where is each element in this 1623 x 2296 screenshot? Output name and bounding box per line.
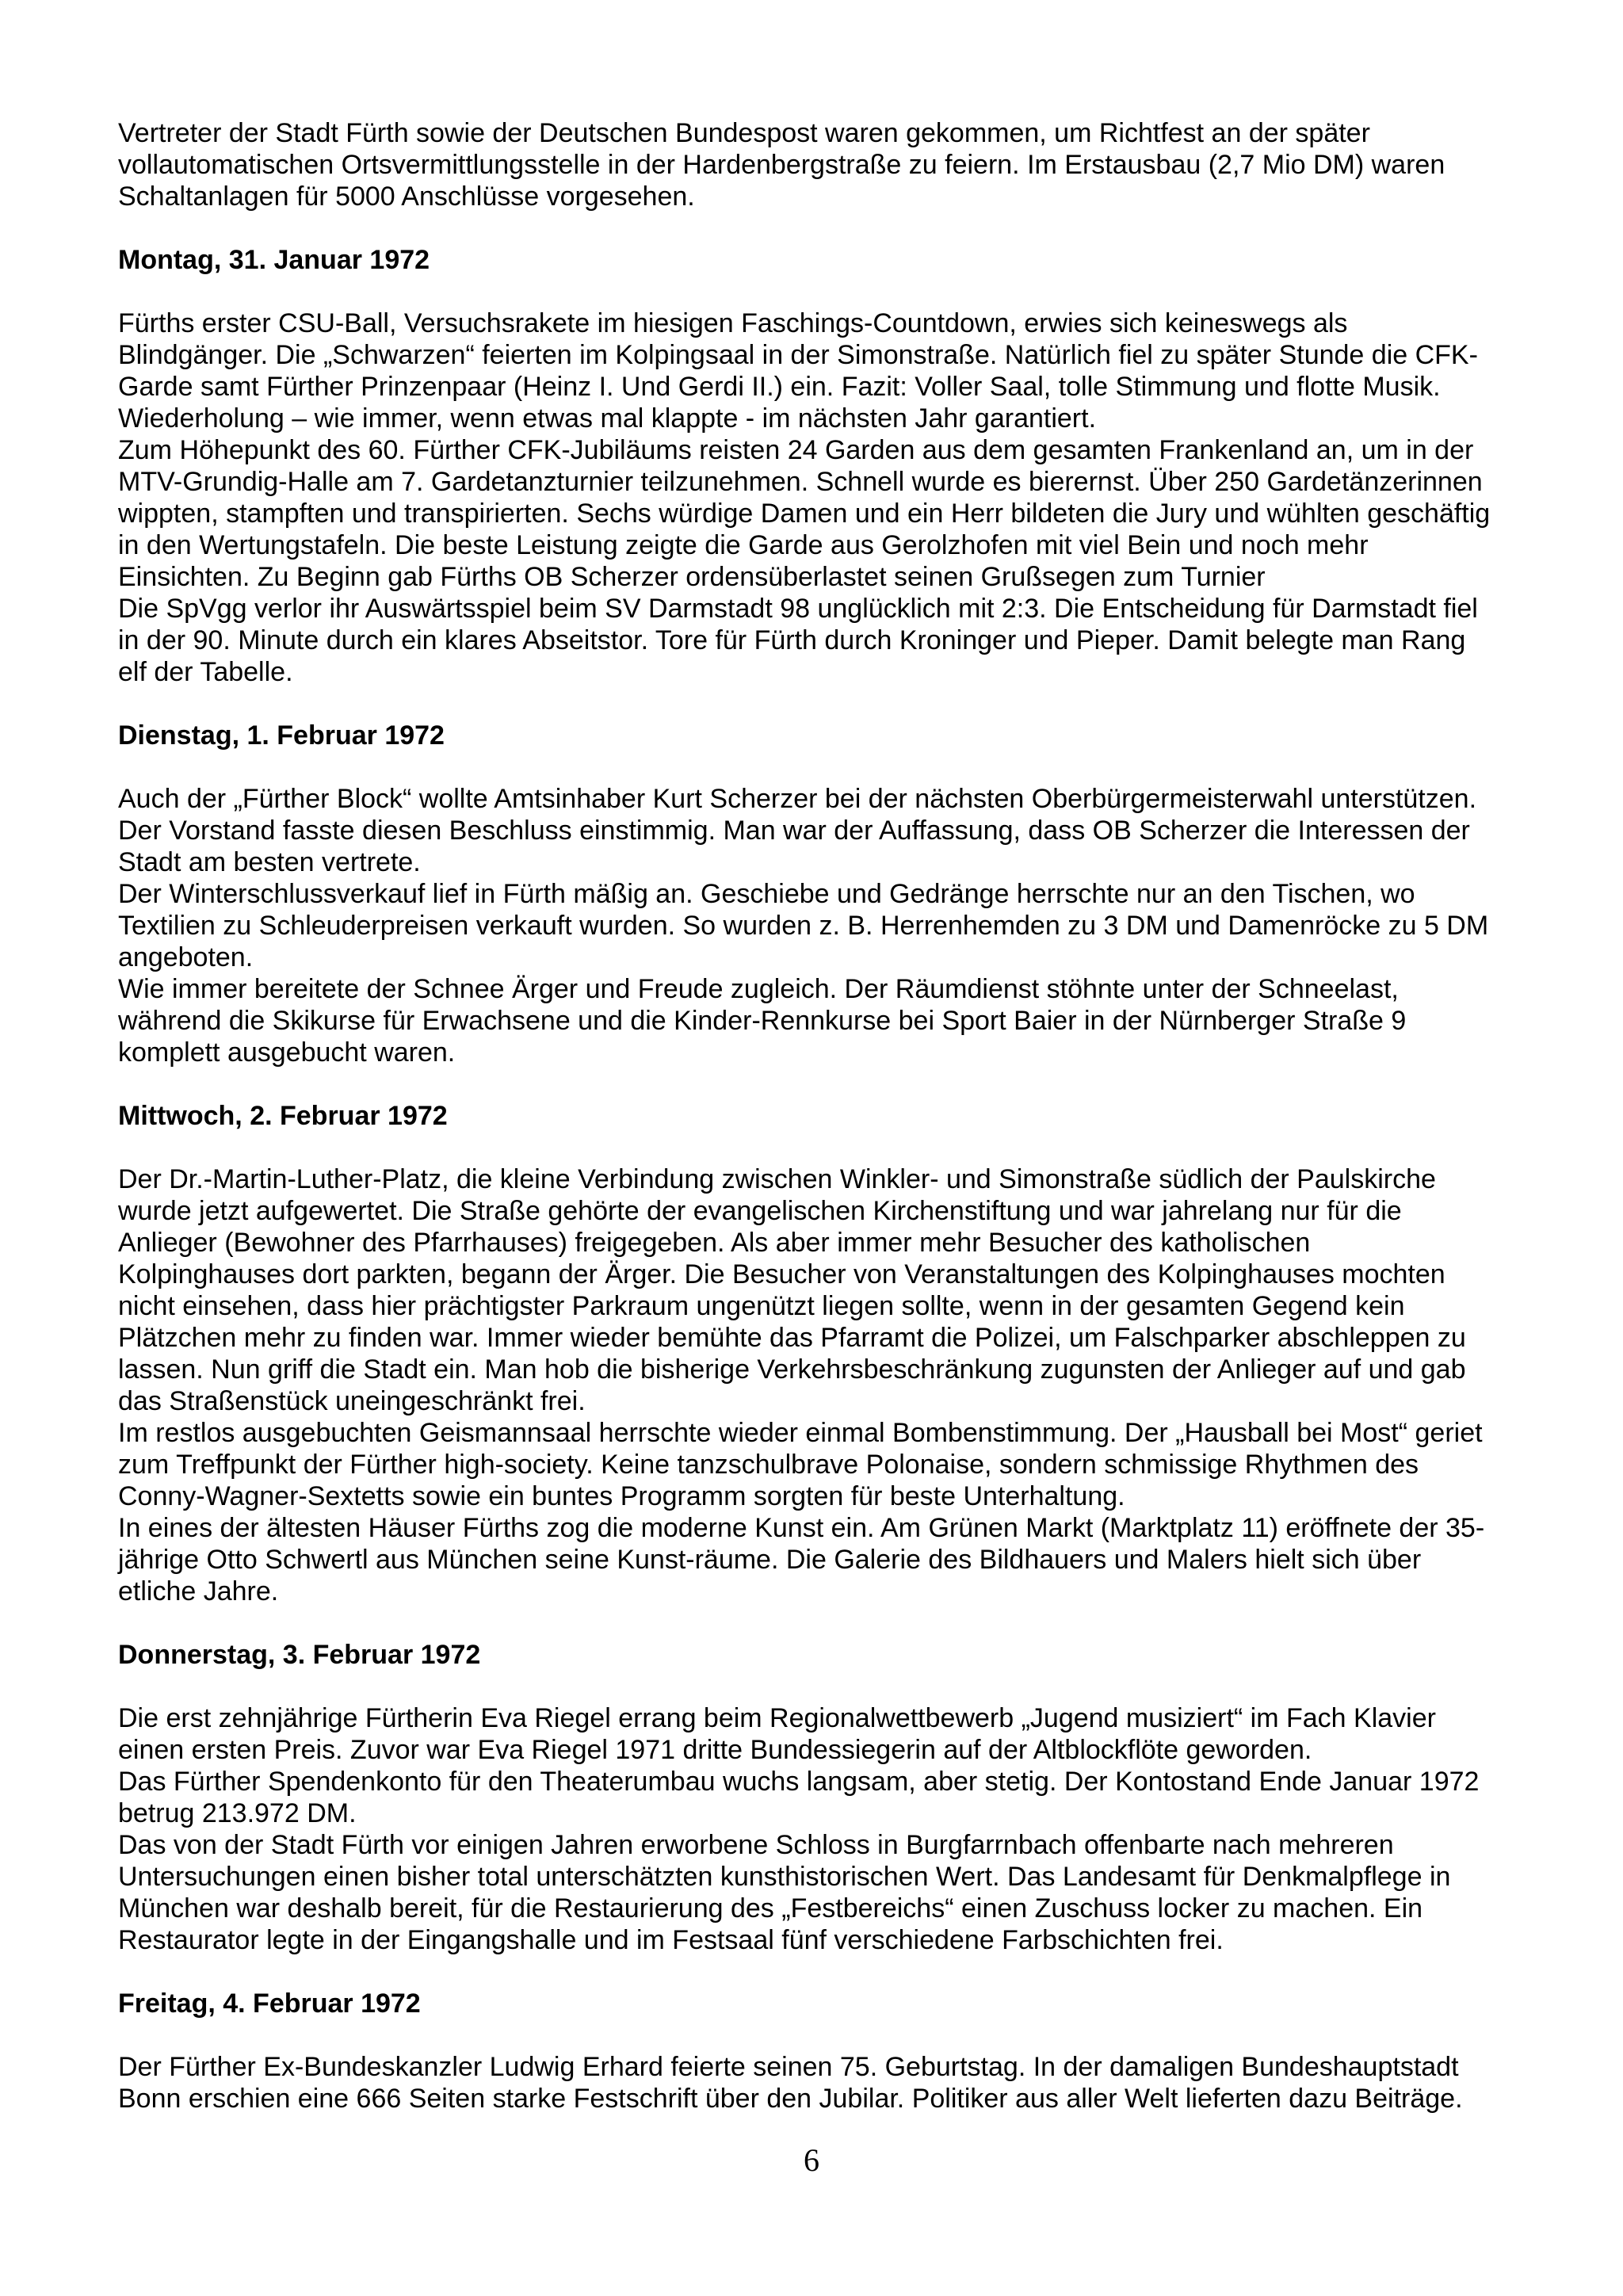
text-line: Vertreter der Stadt Fürth sowie der Deutschen Bundespost waren gekommen, um Richtfest an der später	[118, 118, 1370, 148]
date-heading: Freitag, 4. Februar 1972	[118, 1988, 421, 2019]
text-line: Zum Höhepunkt des 60. Fürther CFK-Jubiläums reisten 24 Garden aus dem gesamten Frankenland an, um in der	[118, 435, 1474, 465]
diary-entry	[118, 1100, 1545, 1607]
text-line: Kolpinghauses dort parkten, begann der Ärger. Die Besucher von Veranstaltungen des Kolpinghauses mochten	[118, 1259, 1445, 1289]
text-line: zum Treffpunkt der Fürther high-society. Keine tanzschulbrave Polonaise, sondern schmissige Rhythmen des	[118, 1450, 1419, 1480]
text-line: Wiederholung – wie immer, wenn etwas mal klappte - im nächsten Jahr garantiert.	[118, 403, 1097, 434]
text-line: München war deshalb bereit, für die Restaurierung des „Festbereichs“ einen Zuschuss locker zu machen. Ein	[118, 1893, 1423, 1924]
text-line: Blindgänger. Die „Schwarzen“ feierten im Kolpingsaal in der Simonstraße. Natürlich fiel zu später Stunde die CFK-	[118, 340, 1478, 370]
text-line: komplett ausgebucht waren.	[118, 1037, 456, 1068]
text-line: angeboten.	[118, 942, 254, 972]
text-line: wurde jetzt aufgewertet. Die Straße gehörte der evangelischen Kirchenstiftung und war jahrelang nur für die	[118, 1196, 1402, 1226]
text-line: In eines der ältesten Häuser Fürths zog die moderne Kunst ein. Am Grünen Markt (Marktplatz 11) eröffnete der 35-	[118, 1513, 1485, 1543]
text-line: jährige Otto Schwertl aus München seine Kunst-räume. Die Galerie des Bildhauers und Malers hielt sich über	[118, 1545, 1422, 1575]
text-line: Das Fürther Spendenkonto für den Theaterumbau wuchs langsam, aber stetig. Der Kontostand Ende Januar 1972	[118, 1767, 1480, 1797]
text-line: Bonn erschien eine 666 Seiten starke Festschrift über den Jubilar. Politiker aus aller Welt lieferten dazu Beiträge.	[118, 2084, 1463, 2114]
page-number: 6	[804, 2142, 819, 2178]
text-line: elf der Tabelle.	[118, 657, 293, 687]
document-body	[118, 117, 1545, 2115]
text-line: Die erst zehnjährige Fürtherin Eva Riegel errang beim Regionalwettbewerb „Jugend musiziert“ im Fach Klavier	[118, 1703, 1436, 1733]
text-line: Einsichten. Zu Beginn gab Fürths OB Scherzer ordensüberlastet seinen Grußsegen zum Turnier	[118, 562, 1266, 592]
date-heading: Dienstag, 1. Februar 1972	[118, 720, 445, 751]
text-line: Der Winterschlussverkauf lief in Fürth mäßig an. Geschiebe und Gedränge herrschte nur an den Tischen, wo	[118, 879, 1415, 909]
text-line: Auch der „Fürther Block“ wollte Amtsinhaber Kurt Scherzer bei der nächsten Oberbürgermeisterwahl unterstützen.	[118, 784, 1477, 814]
date-heading: Montag, 31. Januar 1972	[118, 245, 430, 275]
text-line: etliche Jahre.	[118, 1576, 279, 1606]
text-line: in der 90. Minute durch ein klares Abseitstor. Tore für Fürth durch Kroninger und Pieper. Damit belegte man Rang	[118, 625, 1466, 655]
diary-entry	[118, 720, 1545, 1068]
text-line: in den Wertungstafeln. Die beste Leistung zeigte die Garde aus Gerolzhofen mit viel Bein und noch mehr	[118, 530, 1369, 560]
text-line: Untersuchungen einen bisher total unterschätzten kunsthistorischen Wert. Das Landesamt für Denkmalpflege in	[118, 1862, 1451, 1892]
text-line: Im restlos ausgebuchten Geismannsaal herrschte wieder einmal Bombenstimmung. Der „Hausball bei Most“ geriet	[118, 1418, 1483, 1448]
date-heading: Mittwoch, 2. Februar 1972	[118, 1101, 448, 1131]
text-line: das Straßenstück uneingeschränkt frei.	[118, 1386, 586, 1416]
text-line: einen ersten Preis. Zuvor war Eva Riegel 1971 dritte Bundessiegerin auf der Altblockflöte geworden.	[118, 1735, 1312, 1765]
text-line: Das von der Stadt Fürth vor einigen Jahren erworbene Schloss in Burgfarrnbach offenbarte nach mehreren	[118, 1830, 1394, 1860]
text-line: Schaltanlagen für 5000 Anschlüsse vorgesehen.	[118, 181, 695, 212]
text-line: während die Skikurse für Erwachsene und die Kinder-Rennkurse bei Sport Baier in der Nürnberger Straße 9	[118, 1006, 1407, 1036]
text-line: wippten, stampften und transpirierten. Sechs würdige Damen und ein Herr bildeten die Jury und wühlten geschäftig	[118, 499, 1491, 529]
text-line: lassen. Nun griff die Stadt ein. Man hob die bisherige Verkehrsbeschränkung zugunsten der Anlieger auf und gab	[118, 1354, 1466, 1385]
text-line: MTV-Grundig-Halle am 7. Gardetanzturnier teilzunehmen. Schnell wurde es bierernst. Über 250 Gardetänzerinnen	[118, 467, 1483, 497]
text-line: Textilien zu Schleuderpreisen verkauft wurden. So wurden z. B. Herrenhemden zu 3 DM und Damenröcke zu 5 DM	[118, 911, 1489, 941]
text-line: vollautomatischen Ortsvermittlungsstelle in der Hardenbergstraße zu feiern. Im Erstausbau (2,7 Mio DM) waren	[118, 150, 1445, 180]
diary-entry	[118, 117, 1545, 212]
text-line: Stadt am besten vertrete.	[118, 847, 421, 877]
date-heading: Donnerstag, 3. Februar 1972	[118, 1640, 481, 1670]
text-line: Restaurator legte in der Eingangshalle und im Festsaal fünf verschiedene Farbschichten frei.	[118, 1925, 1224, 1955]
text-line: betrug 213.972 DM.	[118, 1798, 357, 1828]
text-line: nicht einsehen, dass hier prächtigster Parkraum ungenützt liegen sollte, wenn in der gesamten Gegend kein	[118, 1291, 1405, 1321]
text-line: Anlieger (Bewohner des Pfarrhauses) freigegeben. Als aber immer mehr Besucher des katholischen	[118, 1228, 1311, 1258]
text-line: Garde samt Fürther Prinzenpaar (Heinz I. Und Gerdi II.) ein. Fazit: Voller Saal, tolle Stimmung und flotte Musik.	[118, 372, 1441, 402]
text-line: Die SpVgg verlor ihr Auswärtsspiel beim SV Darmstadt 98 unglücklich mit 2:3. Die Entscheidung für Darmstadt fiel	[118, 594, 1478, 624]
text-line: Conny-Wagner-Sextetts sowie ein buntes Programm sorgten für beste Unterhaltung.	[118, 1481, 1125, 1511]
text-line: Der Vorstand fasste diesen Beschluss einstimmig. Man war der Auffassung, dass OB Scherzer die Interessen der	[118, 816, 1470, 846]
diary-entry	[118, 244, 1545, 688]
text-line: Der Dr.-Martin-Luther-Platz, die kleine Verbindung zwischen Winkler- und Simonstraße südlich der Paulskirche	[118, 1164, 1436, 1194]
text-line: Fürths erster CSU-Ball, Versuchsrakete im hiesigen Faschings-Countdown, erwies sich keineswegs als	[118, 308, 1348, 338]
text-line: Plätzchen mehr zu finden war. Immer wieder bemühte das Pfarramt die Polizei, um Falschparker abschleppen zu	[118, 1323, 1466, 1353]
text-line: Der Fürther Ex-Bundeskanzler Ludwig Erhard feierte seinen 75. Geburtstag. In der damaligen Bundeshauptstadt	[118, 2052, 1459, 2082]
diary-entry	[118, 1639, 1545, 1956]
diary-entry	[118, 1988, 1545, 2115]
text-line: Wie immer bereitete der Schnee Ärger und Freude zugleich. Der Räumdienst stöhnte unter der Schneelast,	[118, 974, 1399, 1004]
